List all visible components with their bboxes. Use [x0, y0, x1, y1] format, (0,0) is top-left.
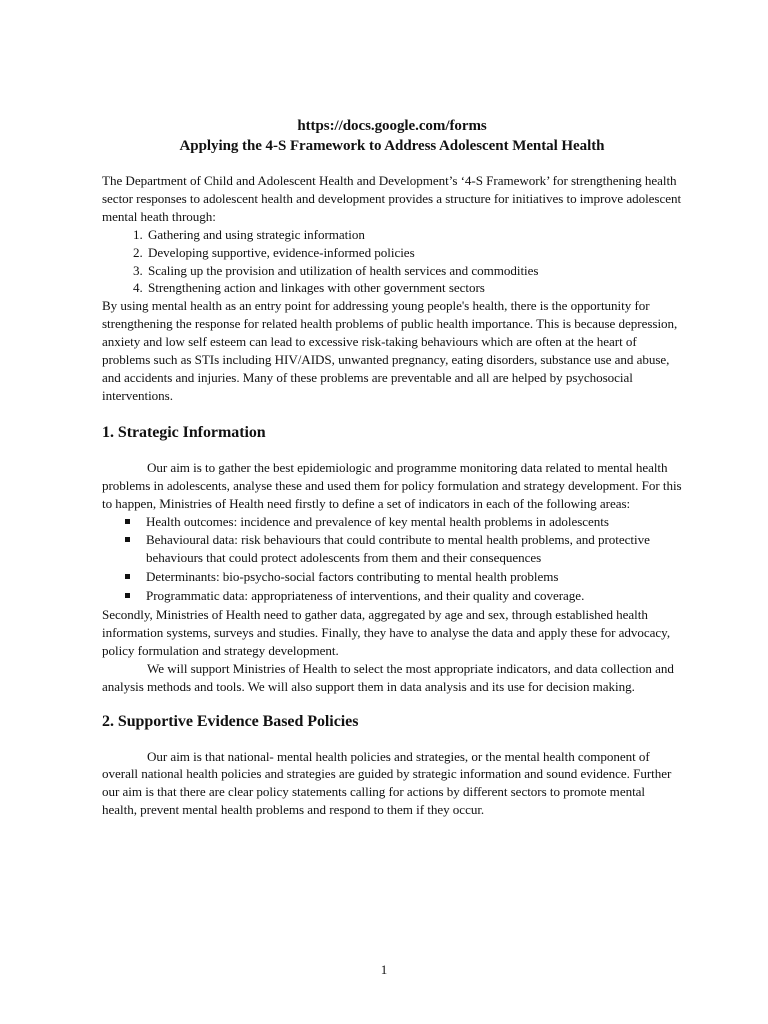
square-bullet-icon — [125, 574, 130, 579]
document-title: Applying the 4-S Framework to Address Adolescent Mental Health — [179, 138, 605, 154]
intro-paragraph: The Department of Child and Adolescent Health and Development’s ‘4-S Framework’ for strengthening health sector responses to adolescent health and development provides a structure for initiatives to improve adolescent mental heath through: — [102, 173, 682, 224]
framework-item: 2. Developing supportive, evidence-informed policies — [146, 244, 682, 262]
indicator-item — [146, 587, 682, 605]
page-number: 1 — [380, 962, 388, 977]
indicator-text: Determinants: bio-psycho-social factors contributing to mental health problems — [146, 569, 559, 585]
section1-para1: Our aim is to gather the best epidemiologic and programme monitoring data related to mental health problems in adolescents, analyse these and used them for policy formulation and strategy development. For this to happen, Ministries of Health need firstly to define a set of indicators in each of the following areas: — [102, 459, 682, 511]
indicator-item — [146, 568, 682, 586]
section1-heading: 1. Strategic Information — [102, 423, 266, 441]
framework-item: 3. Scaling up the provision and utilization of health services and commodities — [146, 262, 682, 280]
indicator-text: Programmatic data: appropriateness of interventions, and their quality and coverage. — [146, 588, 585, 604]
section1-para2: Secondly, Ministries of Health need to gather data, aggregated by age and sex, through established health information systems, surveys and studies. Finally, they have to analyse the data and apply these for advocacy, policy formulation and strategy development. — [102, 607, 671, 658]
document-url: https://docs.google.com/forms — [297, 118, 487, 134]
framework-item: 1. Gathering and using strategic information — [146, 226, 682, 244]
section1-para3: We will support Ministries of Health to select the most appropriate indicators, and data collection and analysis methods and tools. We will also support them in data analysis and its use for decision making. — [102, 660, 674, 694]
framework-item: 4. Strengthening action and linkages with other government sectors — [146, 279, 682, 297]
indicator-item — [146, 513, 682, 531]
section2-para1: Our aim is that national- mental health policies and strategies, or the mental health component of overall national health policies and strategies are guided by strategic information and sound evidence. Further our aim is that there are clear policy statements calling for actions by different sectors to promote mental health, prevent mental health problems and respond to them if they occur. — [102, 748, 672, 818]
square-bullet-icon — [125, 593, 130, 598]
indicator-list — [102, 513, 682, 606]
indicator-item — [146, 531, 682, 567]
indicator-text: Behavioural data: risk behaviours that could contribute to mental health problems, and protective behaviours that could protect adolescents from them and their consequences — [146, 532, 650, 566]
section2-heading: 2. Supportive Evidence Based Policies — [102, 712, 359, 730]
square-bullet-icon — [125, 519, 130, 524]
document-content — [102, 116, 682, 819]
entry-point-paragraph: By using mental health as an entry point for addressing young people's health, there is the opportunity for strengthening the response for related health problems of public health importance. This is because depression, anxiety and low self esteem can lead to excessive risk-taking behaviours which are often at the heart of problems such as STIs including HIV/AIDS, unwanted pregnancy, eating disorders, substance use and abuse, and accidents and injuries. Many of these problems are preventable and all are helped by psychosocial interventions. — [102, 298, 678, 403]
framework-list — [102, 226, 682, 298]
indicator-text: Health outcomes: incidence and prevalence of key mental health problems in adolescents — [146, 513, 609, 529]
square-bullet-icon — [125, 537, 130, 542]
